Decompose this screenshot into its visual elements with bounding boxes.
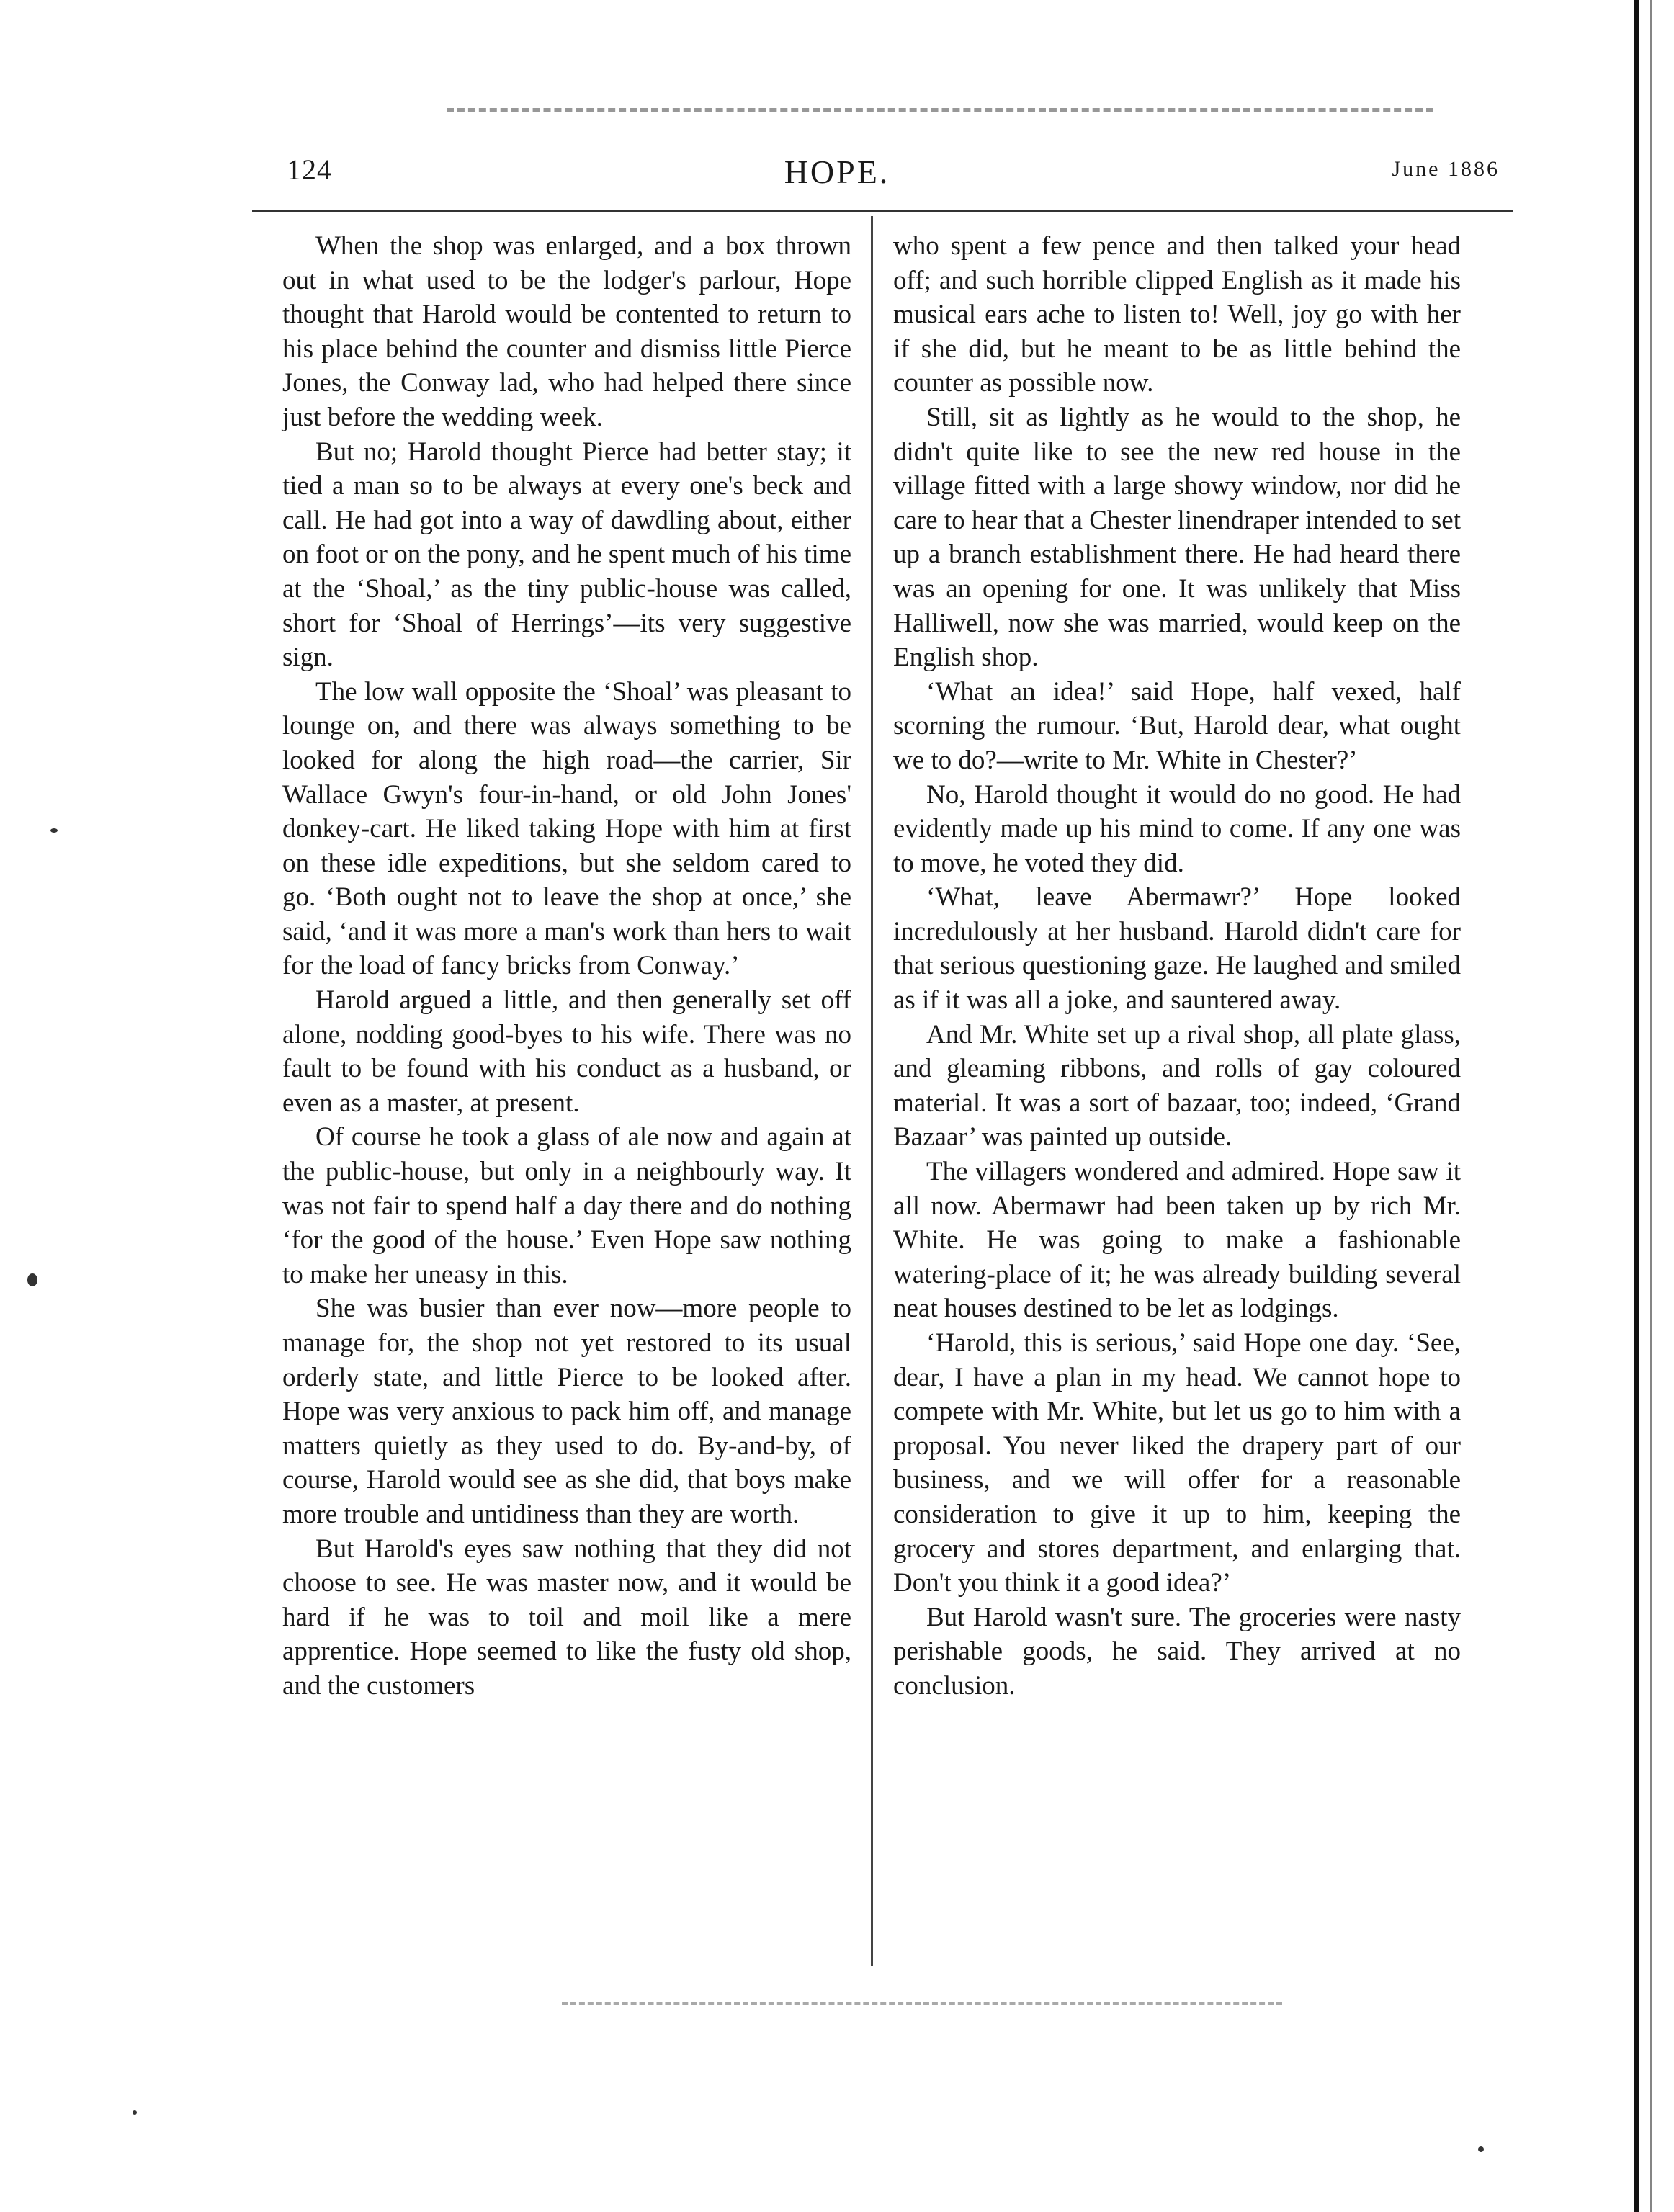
paragraph: ‘What, leave Abermawr?’ Hope looked incredulously at her husband. Harold didn't care for that serious questioning gaze. He laughed and smiled as if it was all a joke, and sauntered away. <box>893 882 1461 1016</box>
paragraph: She was busier than ever now—more people to manage for, the shop not yet restored to its usual orderly state, and little Pierce to be looked after. Hope was very anxious to pack him off, and manage matters quietly as they used to do. By-and-by, of course, Harold would see as she did, that boys make more trouble and untidiness than they are worth. <box>282 1294 851 1529</box>
page-number: 124 <box>287 153 332 186</box>
scan-artifact-top <box>447 108 1433 112</box>
page-edge-shadow <box>1650 0 1652 2212</box>
paragraph: Harold argued a little, and then generally set off alone, nodding good-byes to his wife. There was no fault to be found with his conduct as a husband, or even as a master, at present. <box>282 985 851 1118</box>
header-rule <box>252 210 1513 212</box>
scan-artifact-bottom <box>562 2002 1282 2005</box>
paragraph: But Harold's eyes saw nothing that they did not choose to see. He was master now, and it would be hard if he was to toil and moil like a mere apprentice. Hope seemed to like the fusty old shop, and the customers <box>282 1533 851 1701</box>
scan-speck <box>27 1273 37 1286</box>
paragraph: The low wall opposite the ‘Shoal’ was pleasant to lounge on, and there was always something to be looked for along the high road—the carrier, Sir Wallace Gwyn's four-in-hand, or old John Jones' donkey-cart. He liked taking Hope with him at first on these idle expeditions, but she seldom cared to go. ‘Both ought not to leave the shop at once,’ she said, ‘and it was more a man's work than hers to wait for the load of fancy bricks from Conway.’ <box>282 676 851 981</box>
paragraph: Still, sit as lightly as he would to the shop, he didn't quite like to see the new red house in the village fitted with a large showy window, nor did he care to hear that a Chester linendraper intended to set up a branch establishment there. He had heard there was an opening for one. It was unlikely that Miss Halliwell, now she was married, would keep on the English shop. <box>893 402 1461 673</box>
running-title: HOPE. <box>784 153 890 190</box>
scan-speck <box>50 828 58 833</box>
paragraph: But Harold wasn't sure. The groceries were nasty perishable goods, he said. They arrived at no conclusion. <box>893 1602 1461 1701</box>
left-column <box>282 229 851 1703</box>
paragraph: ‘Harold, this is serious,’ said Hope one day. ‘See, dear, I have a plan in my head. We cannot hope to compete with Mr. White, but let us go to him with a proposal. You never liked the drapery part of our business, and we will offer for a reasonable consideration to give it up to him, keeping the grocery and stores department, and enlarging that. Don't you think it a good idea?’ <box>893 1328 1461 1598</box>
paragraph: But no; Harold thought Pierce had better stay; it tied a man so to be always at every one's beck and call. He had got into a way of dawdling about, either on foot or on the pony, and he spent much of his time at the ‘Shoal,’ as the tiny public-house was called, short for ‘Shoal of Herrings’—its very suggestive sign. <box>282 436 851 673</box>
right-column <box>893 229 1461 1703</box>
column-divider <box>871 216 873 1966</box>
scan-speck <box>1478 2146 1484 2152</box>
running-header <box>0 153 1674 196</box>
paragraph: When the shop was enlarged, and a box thrown out in what used to be the lodger's parlour, Hope thought that Harold would be contented to return to his place behind the counter and dismiss little Pierce Jones, the Conway lad, who had helped there since just before the wedding week. <box>282 231 851 432</box>
paragraph: And Mr. White set up a rival shop, all plate glass, and gleaming ribbons, and rolls of gay coloured material. It was a sort of bazaar, too; indeed, ‘Grand Bazaar’ was painted up outside. <box>893 1019 1461 1152</box>
paragraph: No, Harold thought it would do no good. He had evidently made up his mind to come. If any one was to move, he voted they did. <box>893 779 1461 878</box>
paragraph: who spent a few pence and then talked your head off; and such horrible clipped English as it made his musical ears ache to listen to! Well, joy go with her if she did, but he meant to be as little behind the counter as possible now. <box>893 231 1461 398</box>
paragraph: ‘What an idea!’ said Hope, half vexed, half scorning the rumour. ‘But, Harold dear, what ought we to do?—write to Mr. White in Chester?’ <box>893 676 1461 775</box>
scan-speck <box>133 2110 137 2115</box>
paragraph: The villagers wondered and admired. Hope saw it all now. Abermawr had been taken up by rich Mr. White. He was going to make a fashionable watering-place of it; he was already building several neat houses destined to be let as lodgings. <box>893 1157 1461 1324</box>
paragraph: Of course he took a glass of ale now and again at the public-house, but only in a neighbourly way. It was not fair to spend half a day there and do nothing ‘for the good of the house.’ Even Hope saw nothing to make her uneasy in this. <box>282 1122 851 1289</box>
page-edge-binding <box>1634 0 1639 2212</box>
issue-date: June 1886 <box>1392 157 1500 181</box>
